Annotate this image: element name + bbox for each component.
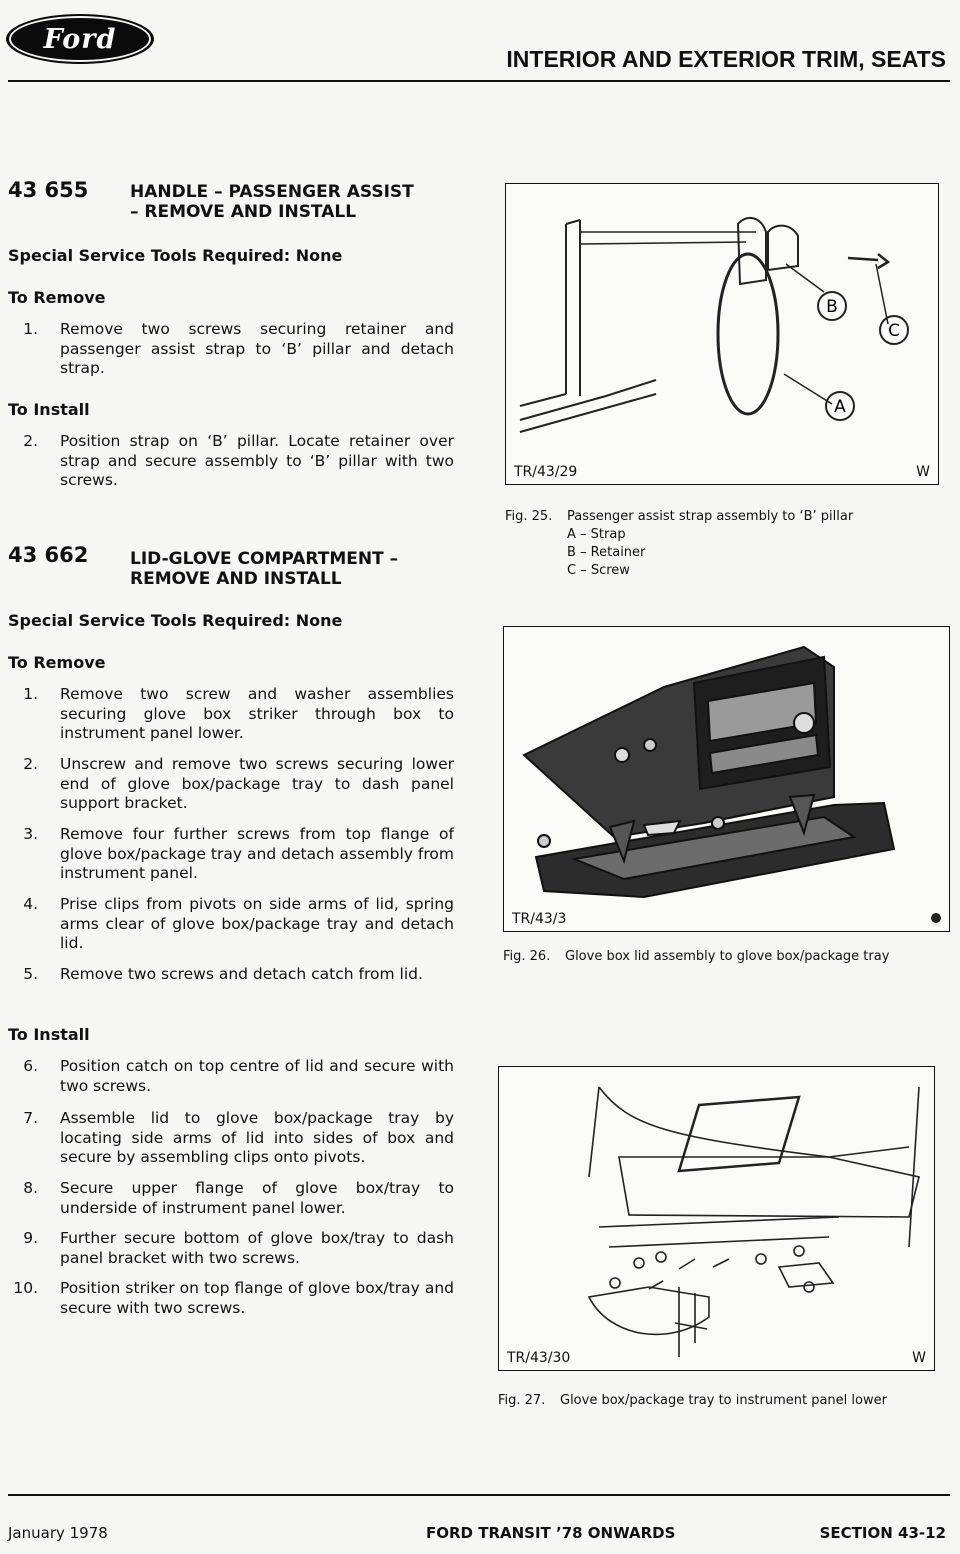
section-43-662 [8, 543, 458, 1333]
callout-b: B [826, 297, 838, 317]
remove-heading: To Remove [8, 653, 106, 672]
caption-text: Passenger assist strap assembly to ‘B’ pillar [567, 509, 854, 524]
step-text: Assemble lid to glove box/package tray by locating side arms of lid into sides of box and secure by assembling clips onto pivots. [60, 1109, 454, 1166]
step-number: 6. [23, 1057, 38, 1075]
footer-section: SECTION 43-12 [819, 1524, 946, 1542]
strap-assembly-drawing [506, 184, 938, 484]
page-title: INTERIOR AND EXTERIOR TRIM, SEATS [506, 46, 946, 72]
step-number: 1. [23, 320, 38, 338]
install-heading: To Install [8, 400, 90, 419]
caption-label: Fig. 27. [498, 1393, 546, 1408]
figure-25-key [567, 526, 645, 580]
callout-a: A [834, 397, 846, 417]
step-text: Position catch on top centre of lid and secure with two screws. [60, 1057, 454, 1095]
step-text: Position striker on top flange of glove box/tray and secure with two screws. [60, 1279, 454, 1317]
glove-box-lid-drawing [504, 627, 949, 931]
figure-25-strap-illustration [505, 183, 939, 485]
figure-26-caption [503, 948, 889, 966]
caption-text: Glove box lid assembly to glove box/package tray [565, 949, 890, 964]
caption-label: Fig. 25. [505, 509, 553, 524]
ford-logo-text: Ford [9, 16, 151, 62]
corner-mark-icon [931, 913, 941, 923]
step-number: 8. [23, 1179, 38, 1197]
key-item: B – Retainer [567, 545, 646, 560]
glove-box-tray-drawing [499, 1067, 934, 1370]
key-item: A – Strap [567, 527, 626, 542]
section-title: LID-GLOVE COMPARTMENT – REMOVE AND INSTALL [130, 549, 399, 589]
step-text: Remove four further screws from top flange of glove box/package tray and detach assembly from instrument panel. [60, 825, 454, 882]
footer-rule [8, 1494, 950, 1496]
section-43-655 [8, 178, 458, 498]
figure-code: TR/43/30 [507, 1350, 571, 1366]
install-heading: To Install [8, 1025, 90, 1044]
section-number: 43 655 [8, 178, 89, 202]
step-text: Remove two screws securing retainer and passenger assist strap to ‘B’ pillar and detach strap. [60, 320, 454, 377]
step-number: 1. [23, 685, 38, 703]
step-number: 2. [23, 432, 38, 450]
step-text: Prise clips from pivots on side arms of lid, spring arms clear of glove box/package tray and detach lid. [60, 895, 454, 952]
step-text: Remove two screw and washer assemblies securing glove box striker through box to instrument panel lower. [60, 685, 454, 742]
step-text: Further secure bottom of glove box/tray to dash panel bracket with two screws. [60, 1229, 454, 1267]
key-item: C – Screw [567, 563, 630, 578]
figure-tag: W [916, 464, 930, 480]
footer-publication: FORD TRANSIT ’78 ONWARDS [426, 1524, 676, 1542]
step-number: 2. [23, 755, 38, 773]
step-text: Unscrew and remove two screws securing lower end of glove box/package tray to dash panel support bracket. [60, 755, 454, 812]
footer-date: January 1978 [8, 1524, 108, 1542]
special-tools-line: Special Service Tools Required: None [8, 246, 343, 265]
figure-code: TR/43/29 [514, 464, 578, 480]
section-title: HANDLE – PASSENGER ASSIST – REMOVE AND INSTALL [130, 182, 414, 222]
step-number: 3. [23, 825, 38, 843]
figure-code: TR/43/3 [512, 911, 567, 927]
figure-25-caption [505, 508, 853, 526]
figure-27-glove-box-tray-illustration [498, 1066, 935, 1371]
step-text: Position strap on ‘B’ pillar. Locate retainer over strap and secure assembly to ‘B’ pillar with two screws. [60, 432, 454, 489]
step-number: 7. [23, 1109, 38, 1127]
step-number: 10. [13, 1279, 38, 1297]
figure-26-glove-box-illustration [503, 626, 950, 932]
special-tools-line: Special Service Tools Required: None [8, 611, 343, 630]
ford-logo [6, 14, 154, 64]
figure-tag: W [912, 1350, 926, 1366]
callout-c: C [888, 321, 900, 341]
figure-27-caption [498, 1392, 887, 1410]
caption-text: Glove box/package tray to instrument panel lower [560, 1393, 887, 1408]
step-text: Remove two screws and detach catch from lid. [60, 965, 423, 983]
header-rule [8, 80, 950, 82]
step-number: 9. [23, 1229, 38, 1247]
remove-heading: To Remove [8, 288, 106, 307]
step-number: 5. [23, 965, 38, 983]
step-number: 4. [23, 895, 38, 913]
caption-label: Fig. 26. [503, 949, 551, 964]
step-text: Secure upper flange of glove box/tray to underside of instrument panel lower. [60, 1179, 454, 1217]
section-number: 43 662 [8, 543, 89, 567]
